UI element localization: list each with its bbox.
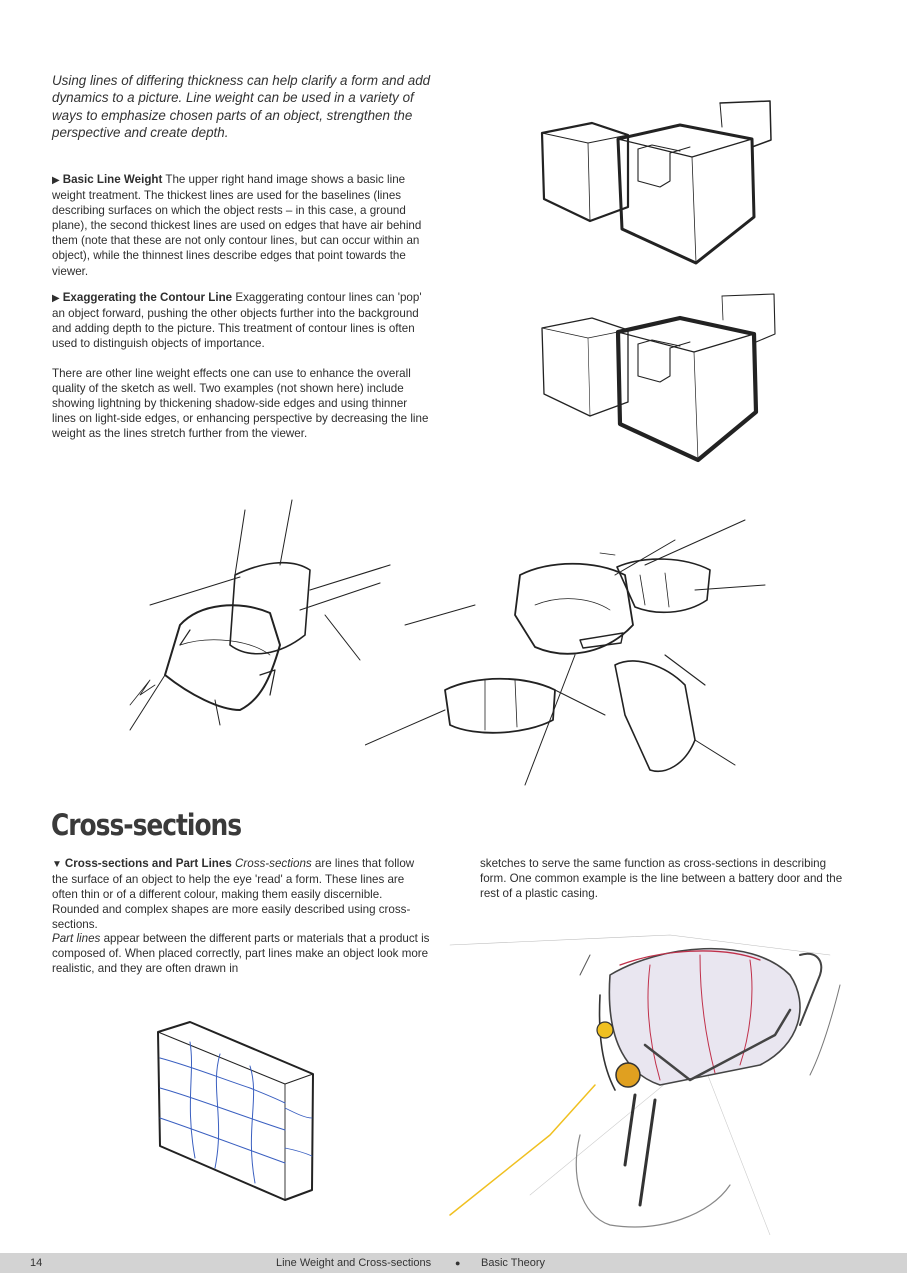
- section-heading: Cross-sections: [51, 808, 242, 842]
- triangle-down-icon: ▼: [52, 859, 62, 870]
- buckle-sketch-exploded: [365, 515, 775, 805]
- exaggerating-paragraph: [52, 290, 432, 351]
- cross-sections-paragraph: [52, 856, 432, 932]
- line-weight-effects-paragraph: There are other line weight effects one can use to enhance the overall quality of the sketch as well. Two examples (not shown here) include showing lightning by thickening shadow-side edges and using thinner lines on light-side edges, or enhancing perspective by decreasing the line weight as the lines stretch further from the viewer.: [52, 367, 429, 441]
- part-lines-continued-paragraph: sketches to serve the same function as cross-sections in describing form. One common example is the line between a battery door and the rest of a plastic casing.: [480, 857, 843, 901]
- part-lines-term: Part lines: [52, 932, 101, 945]
- cross-sections-body: are lines that follow the surface of an object to help the eye 'read' a form. These lines are often thin or of a different colour, making them easily discernible. Rounded and complex shapes are more easily described using cross-sections.: [52, 857, 415, 932]
- exaggerating-title: Exaggerating the Contour Line: [62, 291, 233, 304]
- triangle-right-icon: ▶: [52, 293, 60, 304]
- footer-chapter-title: Basic Theory: [481, 1257, 545, 1269]
- intro-paragraph: Using lines of differing thickness can help clarify a form and add dynamics to a picture. Line weight can be used in a variety of ways to emphasize chosen parts of an object, strengthen the perspective and create depth.: [52, 73, 431, 141]
- footer-separator: ●: [455, 1258, 461, 1268]
- exaggerating-body: Exaggerating contour lines can 'pop' an object forward, pushing the other objects further into the background and adding depth to the picture. This treatment of contour lines is often used to distinguish objects of importance.: [52, 291, 422, 351]
- part-lines-paragraph: [52, 931, 432, 976]
- basic-line-weight-sketch: [530, 95, 780, 270]
- basic-line-weight-paragraph: [52, 172, 432, 279]
- basic-line-weight-title: Basic Line Weight: [62, 173, 163, 186]
- motorcycle-front-sketch: [430, 915, 860, 1235]
- page-number: 14: [30, 1257, 43, 1269]
- basic-line-weight-body: The upper right hand image shows a basic line weight treatment. The thickest lines are used for the baselines (lines describing surfaces on which the object rests – in this case, a ground plane), the second thickest lines are used on edges that have air behind them (note that these are not only contour lines, but can occur within an object), while the thinnest lines describe edges that point towards the viewer.: [52, 173, 422, 278]
- cross-sections-term: Cross-sections: [235, 857, 312, 870]
- exaggerated-contour-sketch: [530, 290, 780, 465]
- cross-section-box-sketch: [150, 1018, 325, 1203]
- footer-bar: [0, 1253, 907, 1273]
- triangle-right-icon: ▶: [52, 175, 60, 186]
- buckle-sketch-left: [110, 495, 400, 735]
- cross-sections-title: Cross-sections and Part Lines: [64, 857, 232, 870]
- footer-section-title: Line Weight and Cross-sections: [276, 1257, 432, 1269]
- part-lines-body: appear between the different parts or materials that a product is composed of. When placed correctly, part lines make an object look more realistic, and they are often drawn in: [52, 932, 430, 976]
